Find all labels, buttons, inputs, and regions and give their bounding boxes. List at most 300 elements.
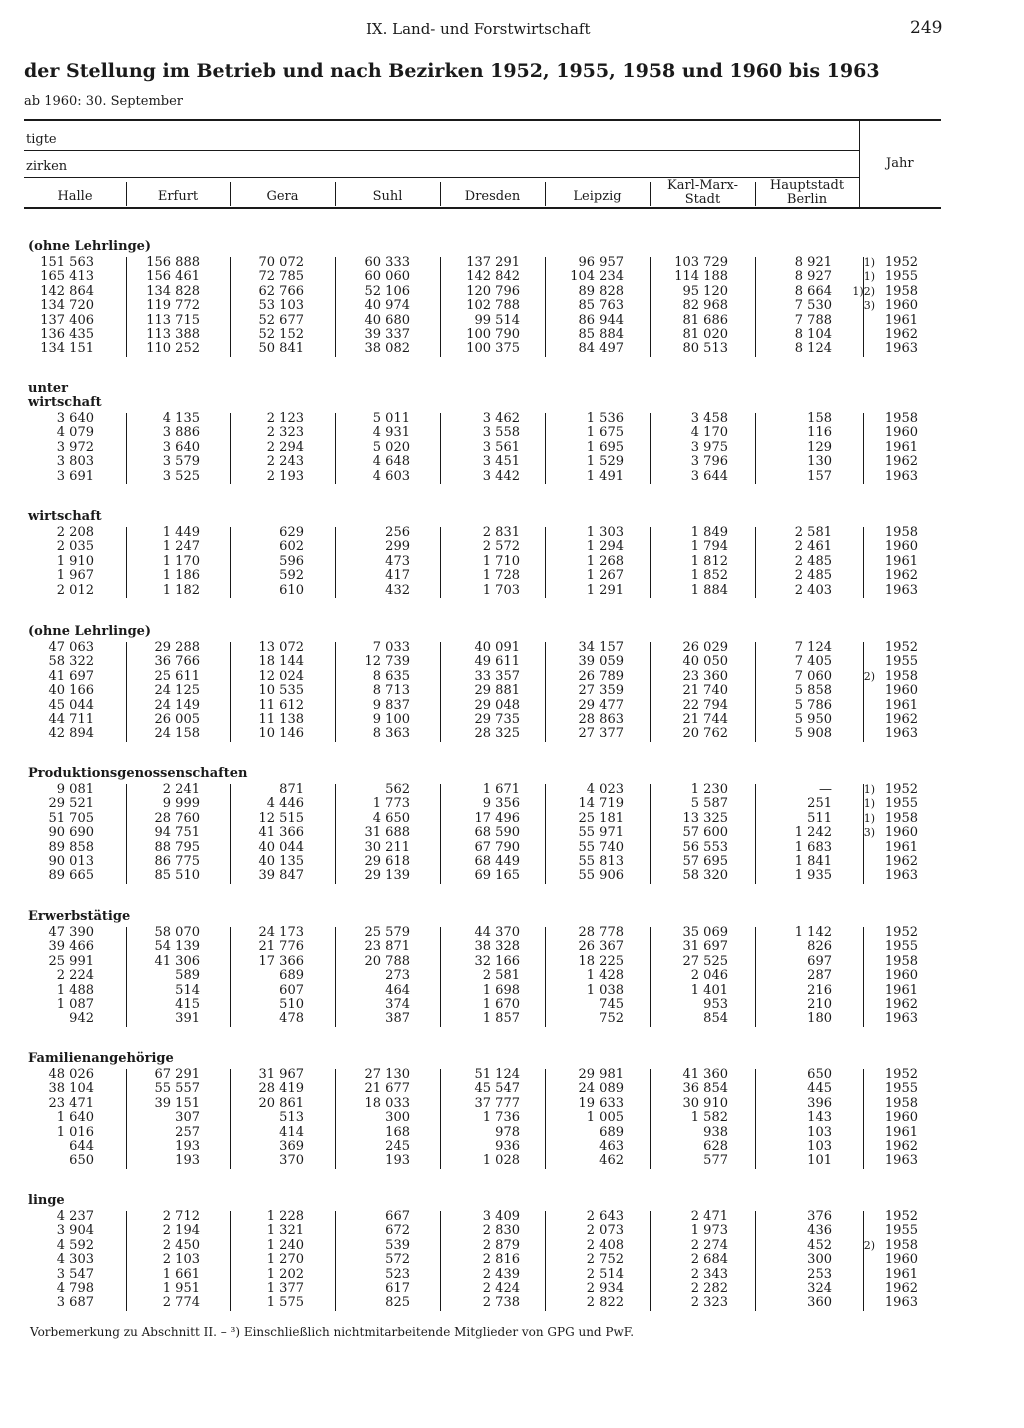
footnote-ref: 1) bbox=[863, 256, 875, 269]
table-cell: 2 193 bbox=[266, 468, 304, 484]
table-cell: 41 697 bbox=[48, 668, 94, 684]
column-header-hauptstadt-berlin: Hauptstadt Berlin bbox=[769, 178, 845, 207]
year-cell: 1952 bbox=[884, 1067, 918, 1082]
table-cell: 42 894 bbox=[48, 726, 94, 742]
table-cell: 210 bbox=[807, 997, 832, 1012]
table-cell: 142 864 bbox=[40, 283, 94, 299]
table-cell: 577 bbox=[703, 1153, 728, 1169]
table-cell: 1 182 bbox=[162, 582, 200, 598]
table-cell: 2 424 bbox=[482, 1281, 520, 1296]
section-label: unter wirtschaft bbox=[28, 381, 102, 410]
table-cell: 24 125 bbox=[154, 683, 200, 699]
table-cell: 55 906 bbox=[578, 868, 624, 884]
table-cell: 13 072 bbox=[258, 640, 304, 655]
table-cell: 23 871 bbox=[364, 939, 410, 955]
table-cell: 53 103 bbox=[258, 298, 304, 314]
table-cell: 644 bbox=[69, 1139, 94, 1154]
table-cell: 28 325 bbox=[474, 726, 520, 742]
footnote-ref: 3) bbox=[863, 299, 875, 313]
table-cell: 523 bbox=[385, 1266, 410, 1282]
year-cell: 1958 bbox=[884, 953, 918, 969]
table-cell: 3 547 bbox=[56, 1266, 94, 1282]
table-cell: 45 547 bbox=[474, 1081, 520, 1097]
year-cell: 1961 bbox=[884, 839, 918, 855]
table-cell: 193 bbox=[175, 1153, 200, 1169]
column-header-halle: Halle bbox=[57, 189, 93, 204]
table-cell: 871 bbox=[279, 782, 304, 797]
table-cell: 69 165 bbox=[474, 868, 520, 884]
table-cell: 67 291 bbox=[154, 1067, 200, 1082]
table-row bbox=[0, 328, 1024, 342]
table-cell: 7 124 bbox=[794, 640, 832, 655]
table-row bbox=[0, 285, 1024, 299]
table-cell: 3 975 bbox=[690, 439, 728, 455]
table-cell: 134 720 bbox=[40, 298, 94, 314]
table-cell: 3 558 bbox=[482, 425, 520, 441]
table-cell: 100 790 bbox=[466, 327, 520, 342]
table-cell: 1 242 bbox=[794, 825, 832, 841]
column-header-suhl: Suhl bbox=[372, 189, 403, 204]
table-cell: 40 044 bbox=[258, 839, 304, 855]
year-cell: 1955 bbox=[884, 939, 918, 955]
table-cell: 4 603 bbox=[372, 468, 410, 484]
table-cell: 370 bbox=[279, 1153, 304, 1169]
table-subtitle: ab 1960: 30. September bbox=[24, 94, 184, 109]
table-row bbox=[0, 670, 1024, 684]
table-row bbox=[0, 455, 1024, 469]
table-cell: 156 888 bbox=[146, 255, 200, 270]
table-cell: 55 557 bbox=[154, 1081, 200, 1097]
table-row bbox=[0, 1253, 1024, 1267]
table-cell: 96 957 bbox=[578, 255, 624, 270]
table-cell: 51 124 bbox=[474, 1067, 520, 1082]
section-label: wirtschaft bbox=[28, 509, 102, 524]
table-row bbox=[0, 797, 1024, 811]
table-cell: 68 449 bbox=[474, 854, 520, 869]
table-cell: 24 173 bbox=[258, 925, 304, 940]
table-cell: 151 563 bbox=[40, 255, 94, 270]
footnote-ref: 3) bbox=[863, 826, 875, 840]
table-cell: 1 973 bbox=[690, 1223, 728, 1239]
table-row bbox=[0, 713, 1024, 727]
table-cell: 7 405 bbox=[794, 654, 832, 670]
year-column-rule bbox=[859, 121, 860, 207]
year-cell: 1961 bbox=[884, 439, 918, 455]
table-cell: 35 069 bbox=[682, 925, 728, 940]
table-cell: 2 485 bbox=[794, 568, 832, 584]
table-cell: 55 813 bbox=[578, 854, 624, 869]
table-row bbox=[0, 1224, 1024, 1238]
year-cell: 1963 bbox=[884, 726, 918, 742]
table-cell: 1 087 bbox=[56, 997, 94, 1012]
table-cell: 5 950 bbox=[794, 712, 832, 727]
table-row bbox=[0, 684, 1024, 698]
table-row bbox=[0, 1239, 1024, 1253]
table-cell: 25 181 bbox=[578, 810, 624, 826]
year-cell: 1961 bbox=[884, 697, 918, 713]
table-cell: 11 138 bbox=[258, 712, 304, 727]
table-cell: 12 515 bbox=[258, 810, 304, 826]
table-cell: 29 139 bbox=[364, 868, 410, 884]
table-cell: 513 bbox=[279, 1110, 304, 1126]
table-cell: 391 bbox=[175, 1011, 200, 1027]
table-cell: 478 bbox=[279, 1011, 304, 1027]
table-cell: 44 370 bbox=[474, 925, 520, 940]
table-cell: 25 991 bbox=[48, 953, 94, 969]
table-cell: 7 788 bbox=[794, 312, 832, 328]
running-head bbox=[0, 20, 1024, 42]
section-label: (ohne Lehrlinge) bbox=[28, 239, 152, 254]
table-cell: 26 367 bbox=[578, 939, 624, 955]
table-cell: 193 bbox=[385, 1153, 410, 1169]
table-cell: 10 146 bbox=[258, 726, 304, 742]
table-cell: 445 bbox=[807, 1081, 832, 1097]
table-cell: 374 bbox=[385, 997, 410, 1012]
table-cell: 113 715 bbox=[146, 312, 200, 328]
table-cell: 58 322 bbox=[48, 654, 94, 670]
table-cell: 143 bbox=[807, 1110, 832, 1126]
table-cell: 18 033 bbox=[364, 1095, 410, 1111]
table-cell: 27 359 bbox=[578, 683, 624, 699]
table-cell: 44 711 bbox=[48, 712, 94, 727]
table-cell: 4 170 bbox=[690, 425, 728, 441]
table-cell: 67 790 bbox=[474, 839, 520, 855]
table-cell: 4 135 bbox=[162, 411, 200, 426]
year-cell: 1962 bbox=[884, 568, 918, 584]
table-cell: 72 785 bbox=[258, 269, 304, 285]
year-cell: 1960 bbox=[884, 425, 918, 441]
table-cell: 826 bbox=[807, 939, 832, 955]
table-cell: 245 bbox=[385, 1139, 410, 1154]
table-cell: 86 775 bbox=[154, 854, 200, 869]
table-cell: 3 796 bbox=[690, 454, 728, 470]
year-cell: 1960 bbox=[884, 1110, 918, 1126]
table-cell: 40 135 bbox=[258, 854, 304, 869]
table-cell: 3 442 bbox=[482, 468, 520, 484]
table-cell: 1 186 bbox=[162, 568, 200, 584]
table-cell: 28 778 bbox=[578, 925, 624, 940]
table-cell: 589 bbox=[175, 968, 200, 984]
table-cell: 21 776 bbox=[258, 939, 304, 955]
table-cell: 29 521 bbox=[48, 796, 94, 812]
year-cell: 1962 bbox=[884, 712, 918, 727]
table-cell: 4 650 bbox=[372, 810, 410, 826]
table-cell: 376 bbox=[807, 1209, 832, 1224]
table-cell: 1 038 bbox=[586, 982, 624, 998]
table-cell: 689 bbox=[599, 1124, 624, 1140]
table-cell: 136 435 bbox=[40, 327, 94, 342]
table-cell: 2 514 bbox=[586, 1266, 624, 1282]
table-cell: 1 951 bbox=[162, 1281, 200, 1296]
header-row-districts: zirken bbox=[26, 159, 68, 174]
table-row bbox=[0, 1140, 1024, 1154]
table-cell: 81 020 bbox=[682, 327, 728, 342]
header-year: Jahr bbox=[886, 156, 914, 171]
footnote-ref: 1) bbox=[863, 811, 875, 825]
table-cell: 24 149 bbox=[154, 697, 200, 713]
table-cell: 40 974 bbox=[364, 298, 410, 314]
table-cell: 20 762 bbox=[682, 726, 728, 742]
table-cell: 2 485 bbox=[794, 553, 832, 569]
table-cell: 1 671 bbox=[482, 782, 520, 797]
table-row bbox=[0, 1126, 1024, 1140]
table-cell: 81 686 bbox=[682, 312, 728, 328]
table-cell: 18 144 bbox=[258, 654, 304, 670]
table-cell: 7 033 bbox=[372, 640, 410, 655]
table-cell: 825 bbox=[385, 1295, 410, 1311]
table-cell: 2 471 bbox=[690, 1209, 728, 1224]
table-row bbox=[0, 855, 1024, 869]
table-cell: 452 bbox=[807, 1237, 832, 1253]
table-cell: 29 735 bbox=[474, 712, 520, 727]
footnote-ref: 1) bbox=[863, 797, 875, 811]
table-row bbox=[0, 955, 1024, 969]
table-cell: 17 496 bbox=[474, 810, 520, 826]
table-cell: 89 858 bbox=[48, 839, 94, 855]
table-cell: 1 728 bbox=[482, 568, 520, 584]
column-header-erfurt: Erfurt bbox=[157, 189, 199, 204]
page-number: 249 bbox=[910, 18, 943, 38]
table-row bbox=[0, 841, 1024, 855]
table-cell: 52 106 bbox=[364, 283, 410, 299]
footnote-ref: 2) bbox=[863, 669, 875, 683]
table-cell: 1 575 bbox=[266, 1295, 304, 1311]
table-row bbox=[0, 812, 1024, 826]
table-cell: 369 bbox=[279, 1139, 304, 1154]
table-cell: 29 048 bbox=[474, 697, 520, 713]
table-cell: 88 795 bbox=[154, 839, 200, 855]
table-row bbox=[0, 1068, 1024, 1082]
table-cell: 80 513 bbox=[682, 341, 728, 357]
table-cell: 24 158 bbox=[154, 726, 200, 742]
table-cell: 1 240 bbox=[266, 1237, 304, 1253]
table-row bbox=[0, 869, 1024, 883]
table-row bbox=[0, 470, 1024, 484]
table-cell: 414 bbox=[279, 1124, 304, 1140]
footnote-ref: 1) bbox=[863, 270, 875, 284]
year-cell: 1963 bbox=[884, 1153, 918, 1169]
table-cell: 48 026 bbox=[48, 1067, 94, 1082]
table-cell: 86 944 bbox=[578, 312, 624, 328]
table-cell: 667 bbox=[385, 1209, 410, 1224]
table-row bbox=[0, 940, 1024, 954]
year-cell: 1963 bbox=[884, 868, 918, 884]
table-cell: 1 852 bbox=[690, 568, 728, 584]
table-cell: 26 005 bbox=[154, 712, 200, 727]
table-cell: 1 401 bbox=[690, 982, 728, 998]
table-cell: 17 366 bbox=[258, 953, 304, 969]
table-cell: 9 837 bbox=[372, 697, 410, 713]
table-cell: 99 514 bbox=[474, 312, 520, 328]
table-cell: 5 786 bbox=[794, 697, 832, 713]
table-cell: 156 461 bbox=[146, 269, 200, 285]
table-cell: 7 530 bbox=[794, 298, 832, 314]
table-cell: 672 bbox=[385, 1223, 410, 1239]
table-cell: 30 910 bbox=[682, 1095, 728, 1111]
table-cell: 57 600 bbox=[682, 825, 728, 841]
table-cell: 62 766 bbox=[258, 283, 304, 299]
table-cell: 3 644 bbox=[690, 468, 728, 484]
table-cell: 1 170 bbox=[162, 553, 200, 569]
table-cell: 1 428 bbox=[586, 968, 624, 984]
column-header-dresden: Dresden bbox=[464, 189, 521, 204]
table-cell: 1 377 bbox=[266, 1281, 304, 1296]
table-cell: 1 698 bbox=[482, 982, 520, 998]
table-cell: 5 011 bbox=[372, 411, 410, 426]
year-cell: 1963 bbox=[884, 341, 918, 357]
table-cell: 119 772 bbox=[146, 298, 200, 314]
table-cell: 51 705 bbox=[48, 810, 94, 826]
table-cell: 1 695 bbox=[586, 439, 624, 455]
table-cell: 5 020 bbox=[372, 439, 410, 455]
table-row bbox=[0, 699, 1024, 713]
year-cell: 1962 bbox=[884, 854, 918, 869]
table-row bbox=[0, 1012, 1024, 1026]
table-cell: 1 794 bbox=[690, 539, 728, 555]
table-cell: 2 274 bbox=[690, 1237, 728, 1253]
table-cell: 9 081 bbox=[56, 782, 94, 797]
table-cell: 82 968 bbox=[682, 298, 728, 314]
table-row bbox=[0, 727, 1024, 741]
footnote: Vorbemerkung zu Abschnitt II. – ³) Einschließlich nichtmitarbeitende Mitglieder von GPG und PwF. bbox=[30, 1325, 635, 1339]
table-cell: 1 303 bbox=[586, 525, 624, 540]
table-cell: 1 016 bbox=[56, 1124, 94, 1140]
table-row bbox=[0, 299, 1024, 313]
table-cell: 463 bbox=[599, 1139, 624, 1154]
table-cell: 33 357 bbox=[474, 668, 520, 684]
table-row bbox=[0, 584, 1024, 598]
table-cell: 978 bbox=[495, 1124, 520, 1140]
table-cell: 8 363 bbox=[372, 726, 410, 742]
table-cell: 2 450 bbox=[162, 1237, 200, 1253]
table-cell: 193 bbox=[175, 1139, 200, 1154]
table-cell: 8 664 bbox=[794, 283, 832, 299]
table-cell: 55 740 bbox=[578, 839, 624, 855]
year-cell: 1960 bbox=[884, 968, 918, 984]
table-row bbox=[0, 1282, 1024, 1296]
header-row-employed: tigte bbox=[26, 132, 57, 147]
table-cell: 1 967 bbox=[56, 568, 94, 584]
table-row bbox=[0, 1082, 1024, 1096]
year-cell: 1958 bbox=[884, 810, 918, 826]
table-row bbox=[0, 984, 1024, 998]
table-cell: 57 695 bbox=[682, 854, 728, 869]
table-cell: 29 981 bbox=[578, 1067, 624, 1082]
table-cell: 1 268 bbox=[586, 553, 624, 569]
table-cell: 9 999 bbox=[162, 796, 200, 812]
table-cell: 23 360 bbox=[682, 668, 728, 684]
table-row bbox=[0, 555, 1024, 569]
year-cell: 1961 bbox=[884, 312, 918, 328]
table-cell: 1 449 bbox=[162, 525, 200, 540]
header-rule-1 bbox=[24, 150, 859, 151]
table-cell: 510 bbox=[279, 997, 304, 1012]
table-cell: 11 612 bbox=[258, 697, 304, 713]
table-cell: 39 151 bbox=[154, 1095, 200, 1111]
table-cell: 473 bbox=[385, 553, 410, 569]
table-cell: 47 390 bbox=[48, 925, 94, 940]
table-row bbox=[0, 412, 1024, 426]
table-cell: 2 738 bbox=[482, 1295, 520, 1311]
table-cell: 1 857 bbox=[482, 1011, 520, 1027]
table-cell: 8 104 bbox=[794, 327, 832, 342]
table-cell: 1 028 bbox=[482, 1153, 520, 1169]
table-row bbox=[0, 655, 1024, 669]
table-cell: 2 012 bbox=[56, 582, 94, 598]
table-cell: 36 766 bbox=[154, 654, 200, 670]
table-cell: 2 572 bbox=[482, 539, 520, 555]
table-cell: 9 100 bbox=[372, 712, 410, 727]
table-row bbox=[0, 540, 1024, 554]
table-cell: 387 bbox=[385, 1011, 410, 1027]
table-cell: 3 691 bbox=[56, 468, 94, 484]
table-cell: 29 881 bbox=[474, 683, 520, 699]
table-cell: 2 643 bbox=[586, 1209, 624, 1224]
table-cell: 1 536 bbox=[586, 411, 624, 426]
table-cell: 462 bbox=[599, 1153, 624, 1169]
table-cell: 85 763 bbox=[578, 298, 624, 314]
table-cell: 1 849 bbox=[690, 525, 728, 540]
table-cell: 324 bbox=[807, 1281, 832, 1296]
year-cell: 1961 bbox=[884, 982, 918, 998]
table-row bbox=[0, 256, 1024, 270]
table-cell: 436 bbox=[807, 1223, 832, 1239]
table-cell: 2 194 bbox=[162, 1223, 200, 1239]
table-cell: 4 798 bbox=[56, 1281, 94, 1296]
table-cell: 102 788 bbox=[466, 298, 520, 314]
table-cell: 2 243 bbox=[266, 454, 304, 470]
table-cell: 157 bbox=[807, 468, 832, 484]
table-cell: 1 736 bbox=[482, 1110, 520, 1126]
table-cell: 8 921 bbox=[794, 255, 832, 270]
table-row bbox=[0, 1111, 1024, 1125]
table-cell: 1 321 bbox=[266, 1223, 304, 1239]
table-cell: 752 bbox=[599, 1011, 624, 1027]
table-cell: 20 788 bbox=[364, 953, 410, 969]
table-cell: 650 bbox=[807, 1067, 832, 1082]
year-cell: 1952 bbox=[884, 782, 918, 797]
table-cell: 31 967 bbox=[258, 1067, 304, 1082]
table-cell: 90 013 bbox=[48, 854, 94, 869]
table-cell: 514 bbox=[175, 982, 200, 998]
table-cell: 4 592 bbox=[56, 1237, 94, 1253]
table-cell: 4 237 bbox=[56, 1209, 94, 1224]
table-row bbox=[0, 441, 1024, 455]
table-row bbox=[0, 270, 1024, 284]
table-cell: 25 579 bbox=[364, 925, 410, 940]
table-cell: 60 333 bbox=[364, 255, 410, 270]
table-cell: 1 935 bbox=[794, 868, 832, 884]
table-cell: 1 247 bbox=[162, 539, 200, 555]
table-cell: 19 633 bbox=[578, 1095, 624, 1111]
table-cell: 1 529 bbox=[586, 454, 624, 470]
table-cell: 1 228 bbox=[266, 1209, 304, 1224]
table-cell: 40 680 bbox=[364, 312, 410, 328]
table-cell: 299 bbox=[385, 539, 410, 555]
year-cell: 1961 bbox=[884, 1266, 918, 1282]
table-cell: 432 bbox=[385, 582, 410, 598]
year-cell: 1963 bbox=[884, 468, 918, 484]
table-cell: 58 070 bbox=[154, 925, 200, 940]
table-cell: 103 bbox=[807, 1124, 832, 1140]
table-cell: 464 bbox=[385, 982, 410, 998]
table-cell: 94 751 bbox=[154, 825, 200, 841]
year-cell: 1958 bbox=[884, 525, 918, 540]
table-cell: 26 789 bbox=[578, 668, 624, 684]
table-cell: 31 688 bbox=[364, 825, 410, 841]
table-cell: 2 752 bbox=[586, 1252, 624, 1268]
year-cell: 1958 bbox=[884, 1095, 918, 1111]
